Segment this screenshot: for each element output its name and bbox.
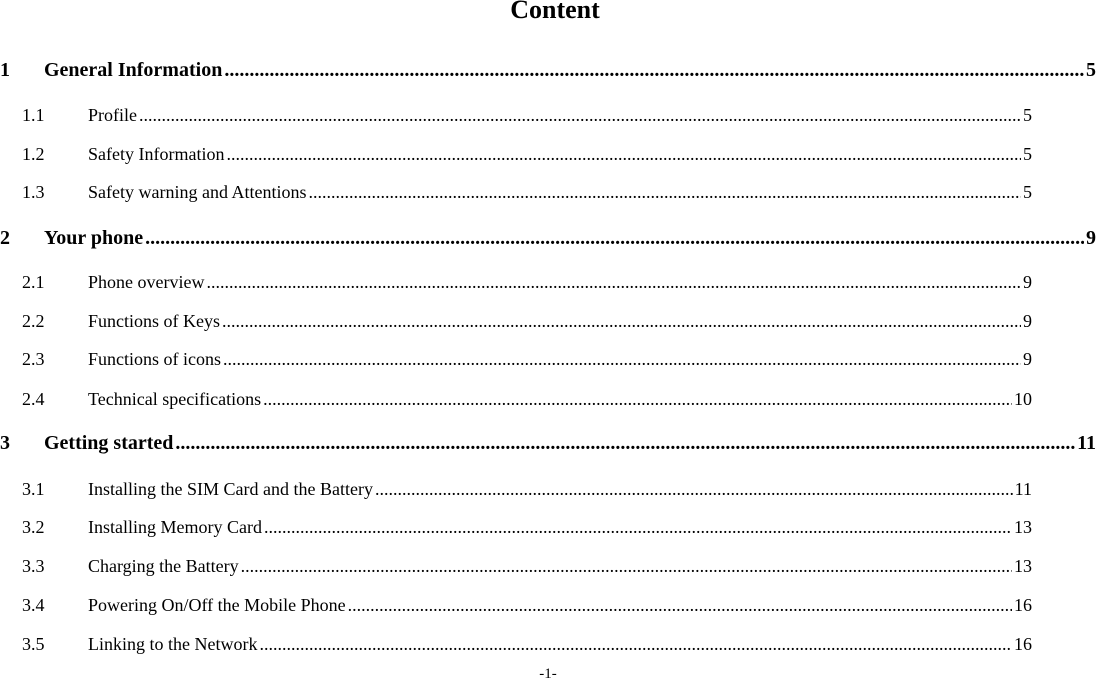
- toc-entry-section-2[interactable]: [0, 225, 1096, 251]
- toc-dot-leader: [259, 632, 1012, 656]
- toc-entry-number: 2.1: [22, 272, 45, 292]
- toc-entry-3-3[interactable]: [22, 554, 1032, 578]
- toc-dot-leader: [175, 430, 1075, 456]
- toc-dot-leader: [139, 103, 1021, 127]
- toc-entry-page: 9: [1023, 349, 1032, 369]
- toc-entry-page: 10: [1014, 389, 1032, 409]
- toc-entry-page: 13: [1014, 556, 1032, 576]
- toc-entry-number: 3: [0, 432, 10, 454]
- toc-entry-label: Installing Memory Card: [88, 517, 262, 537]
- toc-entry-1-2[interactable]: [22, 142, 1032, 166]
- toc-dot-leader: [375, 477, 1013, 501]
- page-number-footer: -1-: [539, 666, 557, 682]
- toc-entry-1-1[interactable]: [22, 103, 1032, 127]
- toc-dot-leader: [206, 270, 1021, 294]
- toc-entry-section-1[interactable]: [0, 57, 1096, 83]
- toc-entry-page: 9: [1023, 272, 1032, 292]
- toc-entry-number: 2: [0, 227, 10, 249]
- toc-entry-page: 16: [1014, 595, 1032, 615]
- toc-entry-page: 11: [1014, 479, 1032, 499]
- toc-entry-label: Functions of Keys: [88, 311, 220, 331]
- toc-entry-2-2[interactable]: [22, 309, 1032, 333]
- toc-entry-page: 5: [1023, 182, 1032, 202]
- page-title: Content: [510, 0, 600, 24]
- toc-entry-3-4[interactable]: [22, 593, 1032, 617]
- toc-entry-page: 5: [1023, 105, 1032, 125]
- toc-entry-3-2[interactable]: [22, 515, 1032, 539]
- toc-entry-number: 1: [0, 59, 10, 81]
- toc-dot-leader: [226, 142, 1021, 166]
- toc-entry-label: Your phone: [44, 227, 144, 249]
- toc-dot-leader: [308, 180, 1021, 204]
- toc-dot-leader: [145, 225, 1084, 251]
- toc-entry-number: 3.4: [22, 595, 45, 615]
- toc-entry-page: 5: [1086, 59, 1096, 81]
- toc-entry-page: 9: [1086, 227, 1096, 249]
- toc-entry-2-3[interactable]: [22, 347, 1032, 371]
- toc-dot-leader: [222, 309, 1021, 333]
- toc-entry-number: 1.3: [22, 182, 45, 202]
- toc-entry-label: Phone overview: [88, 272, 205, 292]
- toc-entry-label: General Information: [44, 59, 223, 81]
- toc-dot-leader: [223, 347, 1021, 371]
- toc-entry-label: Getting started: [44, 432, 174, 454]
- toc-entry-page: 5: [1023, 144, 1032, 164]
- toc-entry-number: 3.3: [22, 556, 45, 576]
- toc-entry-label: Charging the Battery: [88, 556, 239, 576]
- toc-entry-label: Technical specifications: [88, 389, 262, 409]
- toc-entry-label: Profile: [88, 105, 137, 125]
- toc-entry-2-4[interactable]: [22, 387, 1032, 411]
- toc-entry-section-3[interactable]: [0, 430, 1096, 456]
- toc-entry-label: Linking to the Network: [88, 634, 258, 654]
- toc-dot-leader: [241, 554, 1012, 578]
- toc-entry-number: 2.3: [22, 349, 45, 369]
- toc-entry-page: 16: [1014, 634, 1032, 654]
- toc-dot-leader: [263, 387, 1012, 411]
- toc-entry-number: 3.1: [22, 479, 45, 499]
- toc-entry-3-5[interactable]: [22, 632, 1032, 656]
- toc-entry-number: 2.4: [22, 389, 45, 409]
- toc-entry-number: 1.2: [22, 144, 45, 164]
- toc-entry-label: Powering On/Off the Mobile Phone: [88, 595, 346, 615]
- toc-entry-3-1[interactable]: [22, 477, 1032, 501]
- toc-dot-leader: [224, 57, 1084, 83]
- toc-dot-leader: [348, 593, 1012, 617]
- toc-entry-label: Functions of icons: [88, 349, 221, 369]
- toc-entry-page: 13: [1014, 517, 1032, 537]
- toc-entry-number: 3.5: [22, 634, 45, 654]
- toc-entry-number: 3.2: [22, 517, 45, 537]
- toc-entry-label: Safety warning and Attentions: [88, 182, 307, 202]
- toc-entry-label: Safety Information: [88, 144, 225, 164]
- toc-entry-number: 2.2: [22, 311, 45, 331]
- toc-entry-page: 9: [1023, 311, 1032, 331]
- toc-entry-label: Installing the SIM Card and the Battery: [88, 479, 373, 499]
- toc-dot-leader: [264, 515, 1012, 539]
- toc-entry-number: 1.1: [22, 105, 45, 125]
- toc-entry-1-3[interactable]: [22, 180, 1032, 204]
- toc-entry-page: 11: [1077, 432, 1096, 454]
- toc-entry-2-1[interactable]: [22, 270, 1032, 294]
